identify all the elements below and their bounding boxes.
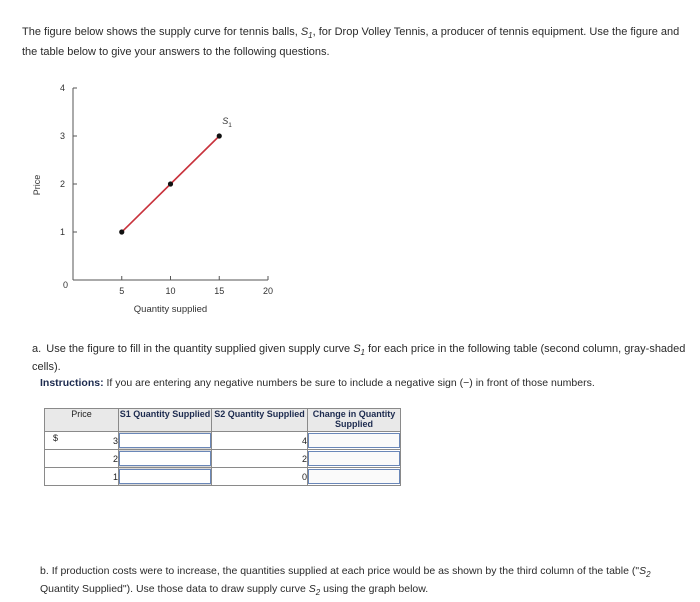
intro-curve-symbol: S	[300, 26, 309, 38]
question-b-text3: using the graph below.	[320, 583, 429, 596]
question-b-text2: Quantity Supplied"). Use those data to draw supply curve	[40, 583, 309, 596]
s1-quantity-input-price-3[interactable]	[119, 433, 211, 448]
quantity-table	[44, 408, 401, 486]
table-row	[45, 450, 401, 468]
question-a-text1: Use the figure to fill in the quantity supplied given supply curve	[46, 343, 354, 355]
y-tick-label: 2	[59, 179, 65, 189]
curve-label-s1-subscript: 1	[228, 122, 232, 129]
y-tick-label: 3	[59, 131, 65, 141]
change-input-price-1[interactable]	[308, 469, 400, 484]
y-tick-label: 4	[59, 83, 65, 93]
s1-quantity-cell	[119, 450, 212, 468]
price-cell	[45, 450, 119, 468]
question-b	[40, 564, 690, 600]
question-b-label: b.	[40, 565, 49, 577]
y-axis-label: Price	[32, 174, 42, 196]
data-point	[217, 133, 222, 138]
intro-curve-subscript: 1	[308, 31, 313, 41]
s2-quantity-cell: 0	[212, 468, 308, 486]
change-cell	[308, 432, 401, 450]
price-value: 3	[112, 435, 118, 446]
x-tick-label: 20	[262, 286, 274, 296]
question-a-curve-symbol: S	[353, 343, 361, 355]
header-change: Change in Quantity Supplied	[308, 409, 401, 432]
intro-part2: , for Drop Volley Tennis, a producer of tennis equipment. Use the figure and the table below to give your answers to the following questions.	[22, 26, 680, 59]
question-a-label: a.	[32, 343, 42, 355]
x-axis-label: Quantity supplied	[133, 304, 208, 315]
x-tick-label: 5	[119, 286, 125, 296]
change-cell	[308, 450, 401, 468]
price-value: 2	[112, 453, 118, 464]
change-input-price-3[interactable]	[308, 433, 400, 448]
price-cell	[45, 432, 119, 450]
y-tick-label: 1	[59, 227, 65, 237]
question-a-text2: for each price in the following table (second column, gray-shaded cells).	[32, 343, 686, 374]
x-tick-label: 15	[214, 286, 225, 296]
question-b-curve-symbol: S	[639, 565, 647, 577]
data-point	[168, 181, 173, 186]
curve-label-s1: S	[222, 116, 229, 126]
table-row	[45, 468, 401, 486]
price-cell	[45, 468, 119, 486]
s1-quantity-cell	[119, 468, 212, 486]
question-a-curve-subscript: 1	[360, 348, 365, 358]
s1-quantity-cell	[119, 432, 212, 450]
question-b-curve-symbol-2: S	[308, 583, 316, 596]
question-b-curve-subscript: 2	[646, 570, 651, 580]
currency-symbol: $	[53, 433, 59, 443]
intro-part1: The figure below shows the supply curve for tennis balls,	[22, 26, 301, 38]
origin-label: 0	[62, 280, 68, 290]
change-input-price-2[interactable]	[308, 451, 400, 466]
question-a	[32, 342, 692, 374]
x-tick-label: 10	[165, 286, 176, 296]
header-s2: S2 Quantity Supplied	[212, 409, 308, 432]
header-price: Price	[45, 409, 119, 432]
instructions-label: Instructions:	[40, 377, 104, 389]
change-cell	[308, 468, 401, 486]
s1-quantity-input-price-1[interactable]	[119, 469, 211, 484]
table-header-row	[45, 409, 401, 432]
s2-quantity-cell: 4	[212, 432, 308, 450]
s2-quantity-cell: 2	[212, 450, 308, 468]
data-point	[119, 229, 124, 234]
header-s1: S1 Quantity Supplied	[119, 409, 212, 432]
instructions	[40, 377, 595, 389]
price-value: 1	[112, 471, 118, 482]
question-b-text1: If production costs were to increase, the quantities supplied at each price would be as shown by the third column of the table ("	[51, 565, 640, 577]
question-b-curve-subscript-2: 2	[315, 588, 321, 598]
table-row	[45, 432, 401, 450]
instructions-text: If you are entering any negative numbers be sure to include a negative sign (−) in front of those numbers.	[103, 377, 595, 389]
s1-quantity-input-price-2[interactable]	[119, 451, 211, 466]
